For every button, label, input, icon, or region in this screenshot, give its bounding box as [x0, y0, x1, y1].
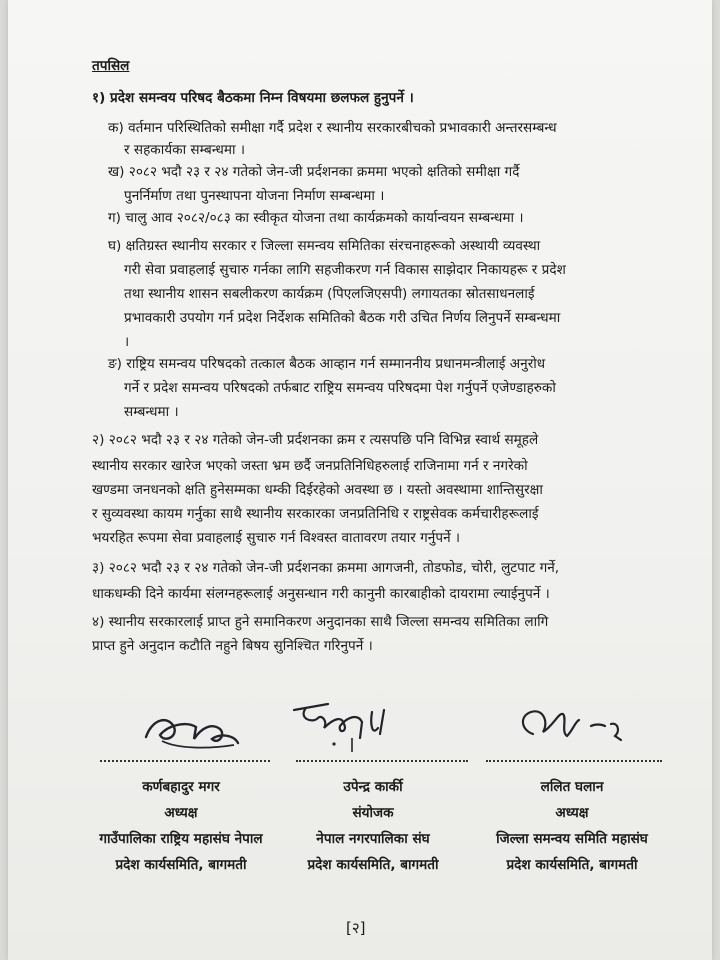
page-number: [२] [346, 919, 366, 937]
signature-3 [513, 700, 633, 750]
item-1-kha-line: ख) २०८२ भदौ २३ र २४ गतेको जेन-जी प्रर्दशनका क्रममा भएको क्षतिको समीक्षा गर्दै [108, 164, 520, 180]
signature-1 [138, 705, 248, 755]
signatory-org-unit: प्रदेश कार्यसमिति, बागमती [115, 857, 247, 873]
item-4-line: ४) स्थानीय सरकारलाई प्राप्त हुने समानिकरण अनुदानका साथै जिल्ला समन्वय समितिका लागि [92, 614, 549, 630]
item-1-gha-line: प्रभावकारी उपयोग गर्न प्रदेश निर्देशक समितिको बैठक गरी उचित निर्णय लिनुपर्ने सम्बन्धमा [124, 310, 561, 326]
item-1-kha-line: पुनर्निर्माण तथा पुनस्थापना योजना निर्माण सम्बन्धमा । [124, 188, 385, 204]
item-1-nga-line: ङ) राष्ट्रिय समन्वय परिषदको तत्काल बैठक आव्हान गर्न सम्माननीय प्रधानमन्त्रीलाई अनुरोध [108, 356, 546, 372]
signatory-org: गाउँपालिका राष्ट्रिय महासंघ नेपाल [99, 831, 263, 847]
signature-line-1 [100, 760, 270, 762]
item-2-line: खण्डमा जनधनको क्षति हुनेसम्मका धम्की दिईरहेको अवस्था छ । यस्तो अवस्थामा शान्तिसुरक्षा [92, 482, 543, 498]
signature-line-2 [296, 760, 468, 762]
item-1-ka-line: र सहकार्यका सम्बन्धमा । [124, 142, 246, 158]
document-page [8, 0, 712, 960]
item-2-line: २) २०८२ भदौ २३ र २४ गतेको जेन-जी प्रर्दशनका क्रम र त्यसपछि पनि विभिन्न स्वार्थ समूहले [92, 432, 539, 448]
signature-2 [288, 698, 398, 758]
item-1-gha-line: गरी सेवा प्रवाहलाई सुचारु गर्नका लागि सहजीकरण गर्न विकास साझेदार निकायहरू र प्रदेश [124, 262, 566, 278]
item-1-ka-line: क) वर्तमान परिस्थितिको समीक्षा गर्दै प्रदेश र स्थानीय सरकारबीचको प्रभावकारी अन्तरसम्बन्ध [108, 120, 557, 136]
item-3-line: ३) २०८२ भदौ २३ र २४ गतेको जेन-जी प्रर्दशनका क्रममा आगजनी, तोडफोड, चोरी, लुटपाट गर्ने, [92, 560, 560, 576]
signatory-name: उपेन्द्र कार्की [343, 779, 403, 795]
signatory-name: ललित घलान [540, 779, 604, 795]
item-1-gha-line: घ) क्षतिग्रस्त स्थानीय सरकार र जिल्ला समन्वय समितिका संरचनाहरूको अस्थायी व्यवस्था [108, 238, 541, 254]
item-1-ga-line: ग) चालु आव २०८२/०८३ का स्वीकृत योजना तथा कार्यक्रमको कार्यान्वयन सम्बन्धमा । [108, 210, 524, 226]
item-1-nga-line: गर्ने र प्रदेश समन्वय परिषदको तर्फबाट राष्ट्रिय समन्वय परिषदमा पेश गर्नुपर्ने एजेण्डाहरुको [124, 380, 556, 396]
item-2-line: भयरहित रूपमा सेवा प्रवाहलाई सुचारु गर्न विश्वस्त वातावरण तयार गर्नुपर्ने । [92, 530, 461, 546]
item-1-heading: १) प्रदेश समन्वय परिषद बैठकमा निम्न विषयमा छलफल हुनुपर्ने । [92, 90, 414, 106]
signatory-org: नेपाल नगरपालिका संघ [316, 831, 430, 847]
signatory-org: जिल्ला समन्वय समिति महासंघ [496, 831, 648, 847]
item-2-line: स्थानीय सरकार खारेज भएको जस्ता भ्रम छर्दै जनप्रतिनिधिहरुलाई राजिनामा गर्न र नगरेको [92, 458, 528, 474]
signatory-org-unit: प्रदेश कार्यसमिति, बागमती [307, 857, 439, 873]
signatory-role: अध्यक्ष [164, 805, 198, 821]
signatory-name: कर्णबहादुर मगर [142, 779, 220, 795]
item-3-line: धाकधम्की दिने कार्यमा संलग्नहरूलाई अनुसन्धान गरी कानुनी कारबाहीको दायरामा ल्याईनुपर्ने । [92, 586, 550, 602]
signatory-block [278, 776, 468, 876]
item-4-line: प्राप्त हुने अनुदान कटौति नहुने बिषय सुनिश्चित गरिनुपर्ने । [92, 638, 373, 654]
item-1-gha-line: । [124, 334, 130, 350]
section-heading: तपसिल [92, 58, 130, 74]
signature-line-3 [486, 760, 662, 762]
signatory-role: अध्यक्ष [555, 805, 589, 821]
signatory-block [76, 776, 286, 876]
signatory-block [472, 776, 672, 876]
item-1-nga-line: सम्बन्धमा । [124, 404, 179, 420]
signatory-org-unit: प्रदेश कार्यसमिति, बागमती [506, 857, 638, 873]
signatory-role: संयोजक [352, 805, 394, 821]
item-2-line: र सुव्यवस्था कायम गर्नुका साथै स्थानीय सरकारका जनप्रतिनिधि र राष्ट्रसेवक कर्मचारीहरूलाई [92, 506, 539, 522]
item-1-gha-line: तथा स्थानीय शासन सबलीकरण कार्यक्रम (पिएलजिएसपी) लगायतका स्रोतसाधनलाई [124, 286, 535, 302]
